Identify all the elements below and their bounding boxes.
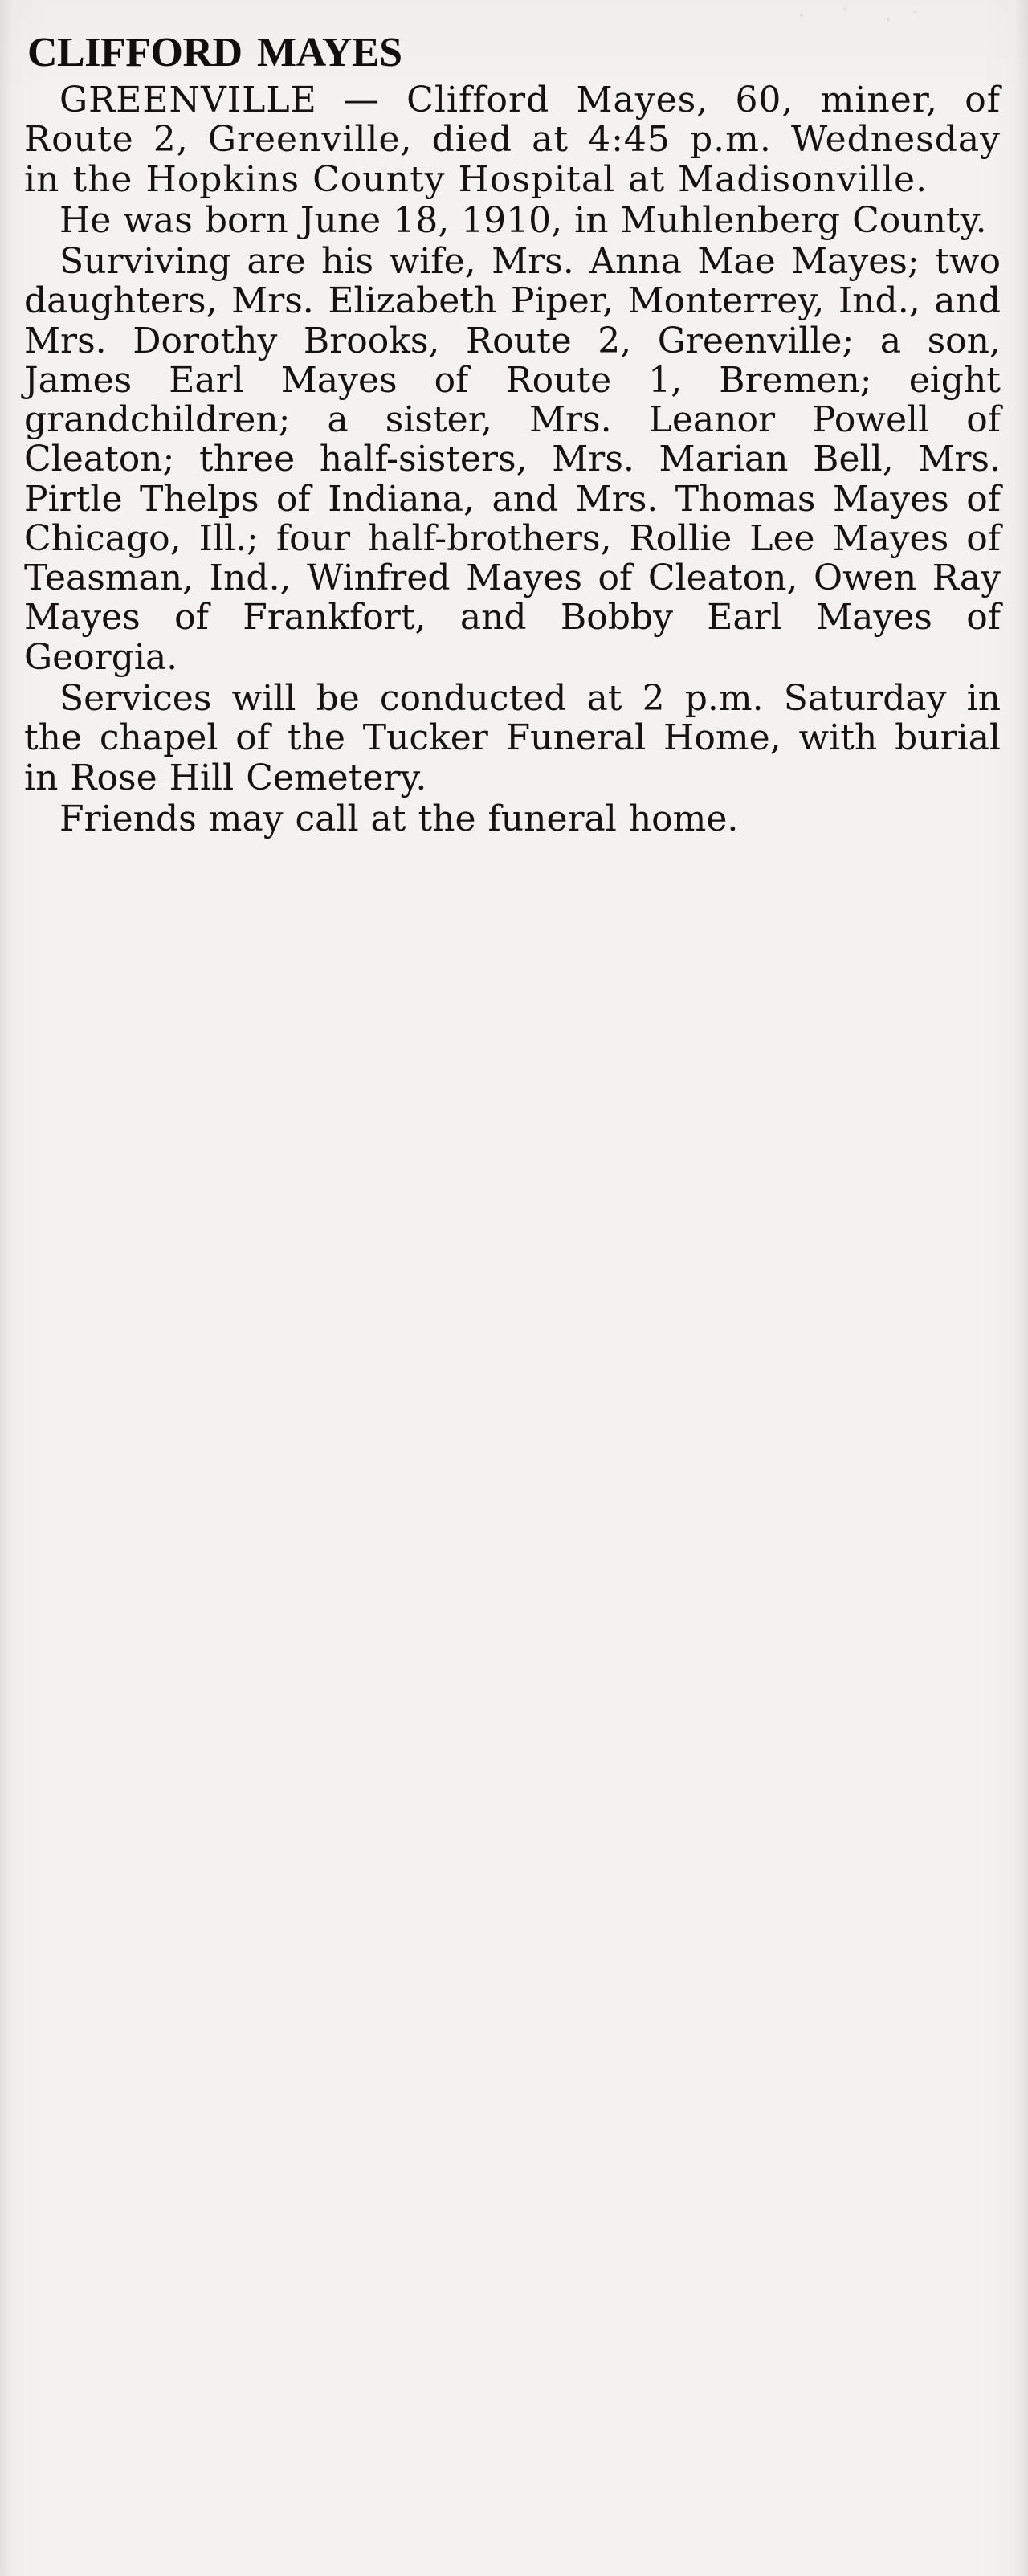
paper-edge-shading-left xyxy=(0,0,13,2576)
obituary-paragraph-4: Services will be conducted at 2 p.m. Saturday in the chapel of the Tucker Funeral Home, with burial in Rose Hill Cemetery. xyxy=(24,677,1001,798)
obituary-paragraph-1: GREENVILLE — Clifford Mayes, 60, miner, of Route 2, Greenville, died at 4:45 p.m. Wednesday in the Hopkins County Hospital at Madisonville. xyxy=(24,80,1001,200)
obituary-paragraph-2: He was born June 18, 1910, in Muhlenberg County. xyxy=(59,199,987,241)
obituary-headline: CLIFFORD MAYES xyxy=(27,30,402,76)
obituary-paragraph-5: Friends may call at the funeral home. xyxy=(59,798,739,839)
obituary-body xyxy=(24,80,1001,839)
paper-speckle-artifact xyxy=(787,5,932,26)
paper-edge-shading-right xyxy=(1015,0,1028,2576)
obituary-paragraph-3: Surviving are his wife, Mrs. Anna Mae Mayes; two daughters, Mrs. Elizabeth Piper, Monterrey, Ind., and Mrs. Dorothy Brooks, Route 2, Greenville; a son, James Earl Mayes of Route 1, Bremen; eight grandchildren; a sister, Mrs. Leanor Powell of Cleaton; three half-sisters, Mrs. Marian Bell, Mrs. Pirtle Thelps of Indiana, and Mrs. Thomas Mayes of Chicago, Ill.; four half-brothers, Rollie Lee Mayes of Teasman, Ind., Winfred Mayes of Cleaton, Owen Ray Mayes of Frankfort, and Bobby Earl Mayes of Georgia. xyxy=(24,241,1001,678)
